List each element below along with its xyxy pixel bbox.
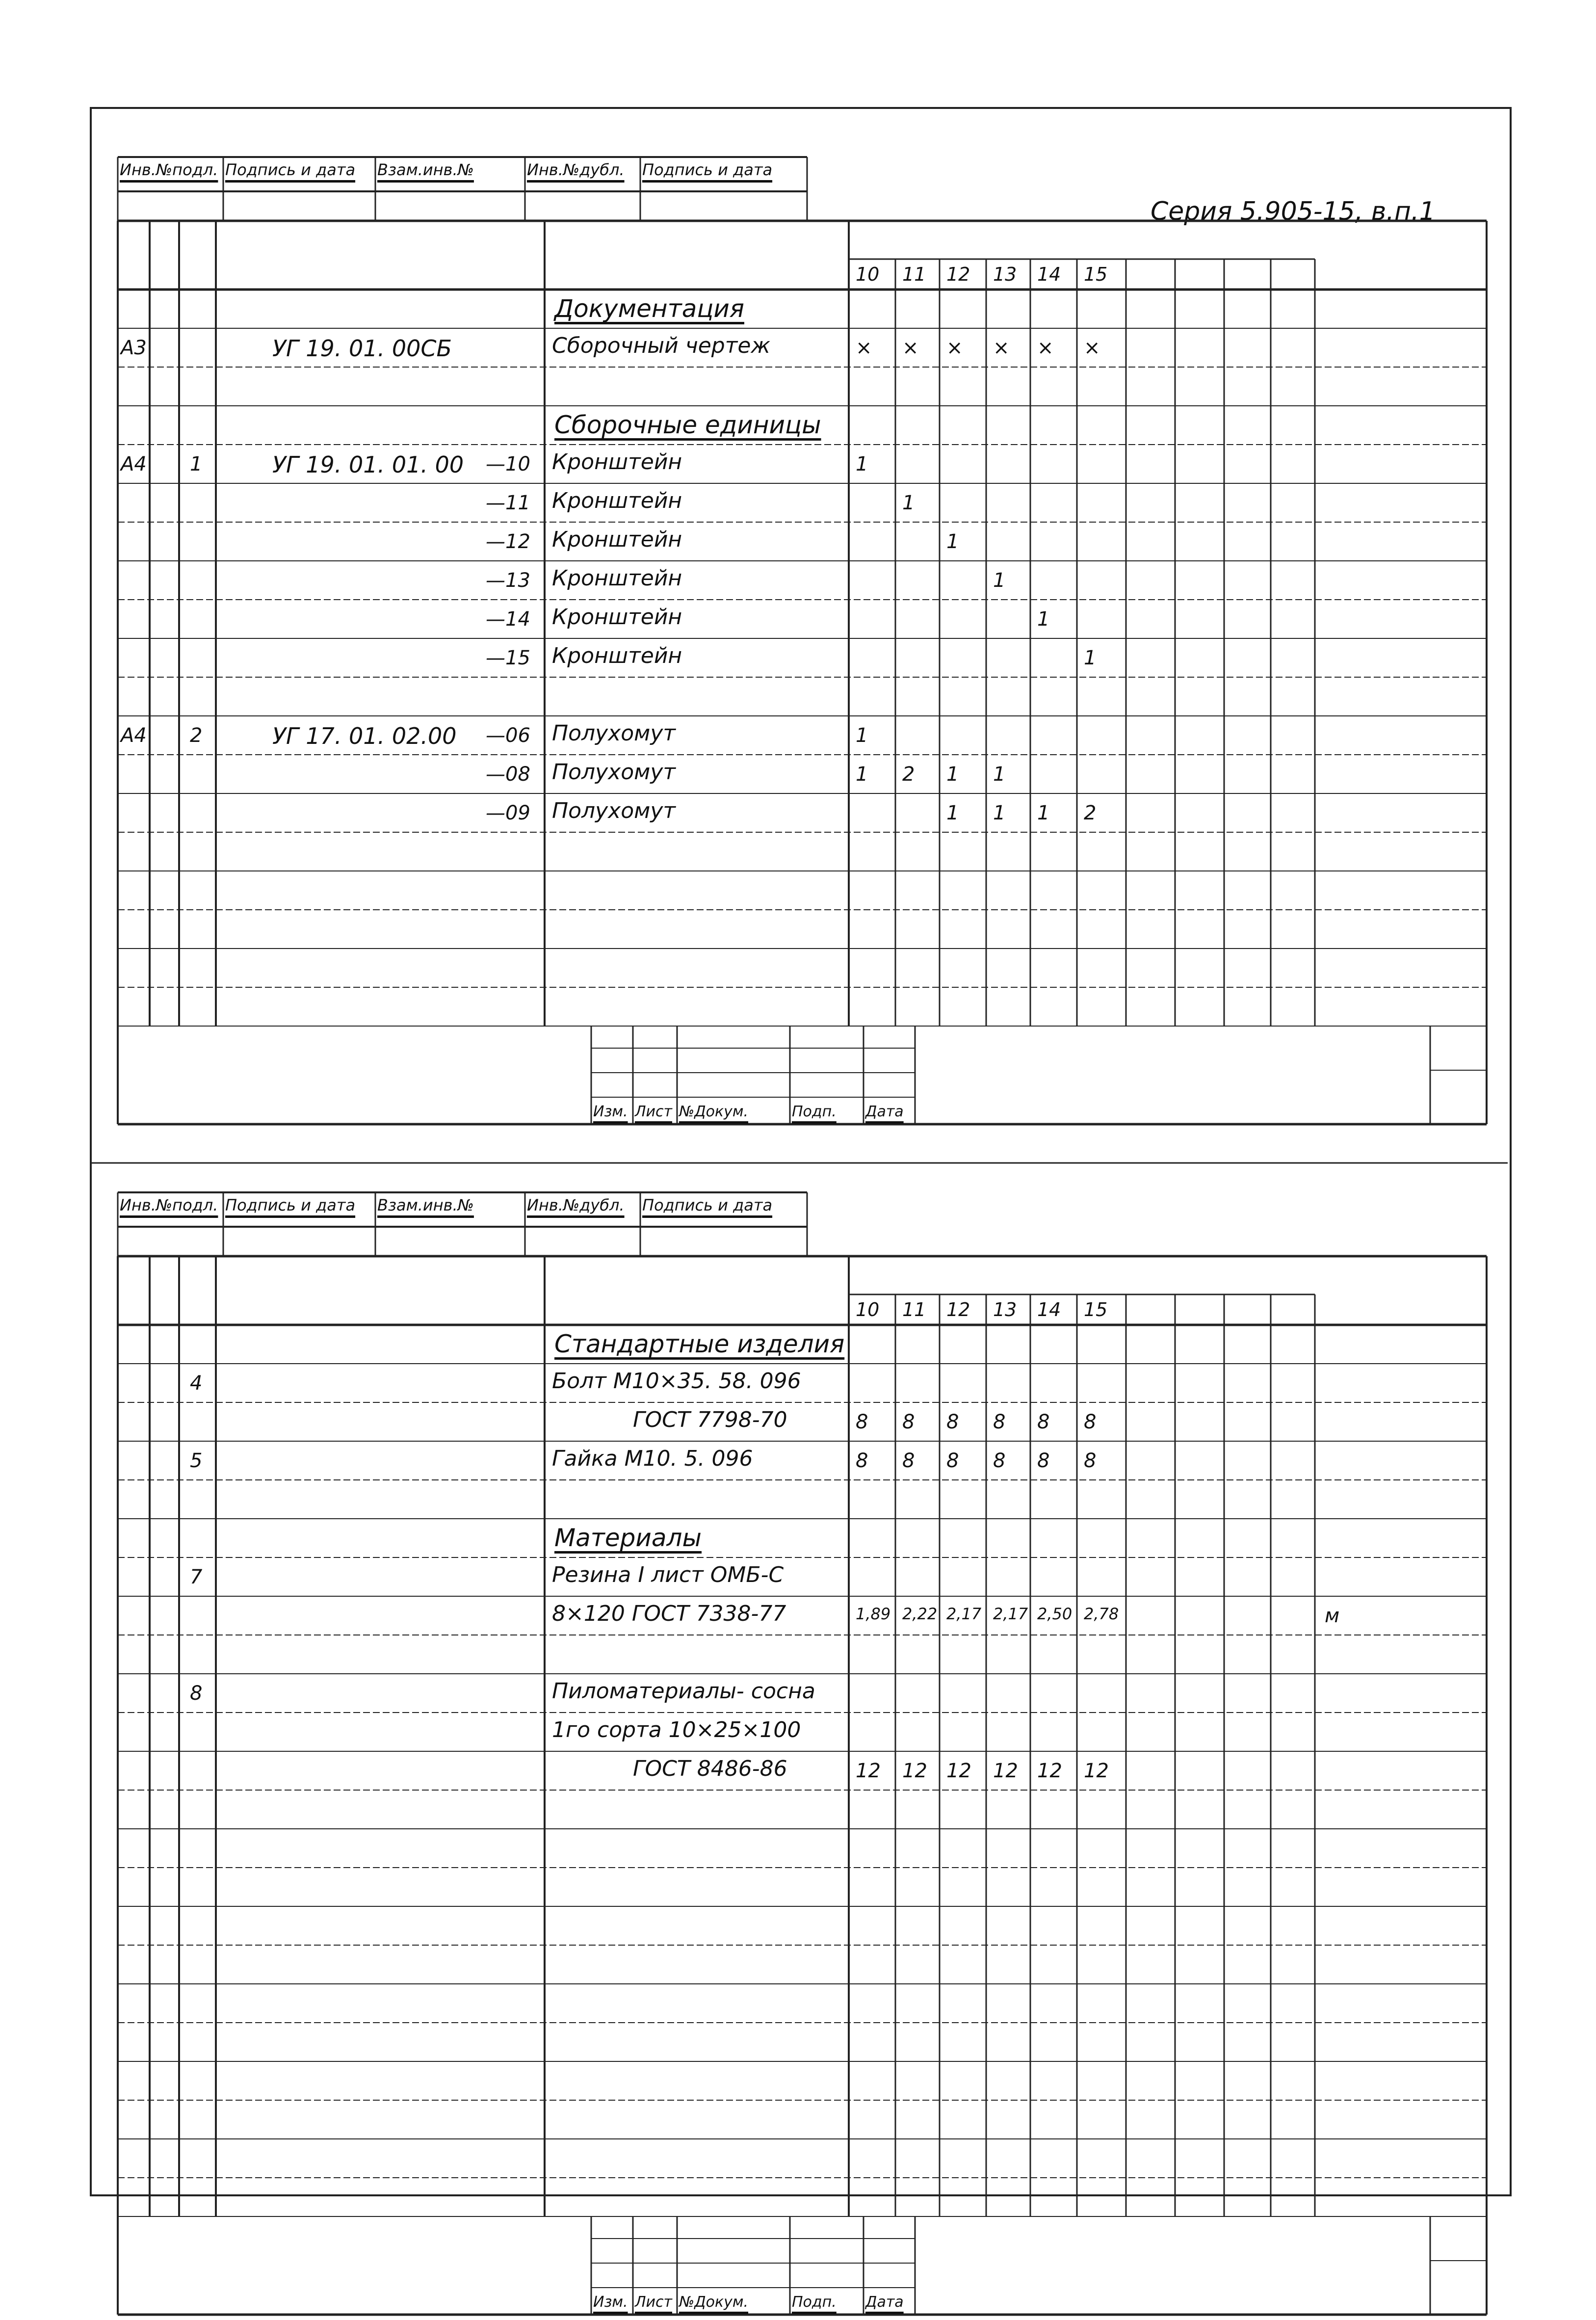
row-name: Пиломатериалы- сосна xyxy=(552,1679,815,1704)
qty-cell: 8 xyxy=(1037,1450,1050,1472)
qty-cell: 1 xyxy=(902,492,915,514)
qty-cell: 8 xyxy=(946,1411,959,1433)
qty-cell: 8 xyxy=(1084,1411,1097,1433)
stamp-label: №Докум. xyxy=(679,2294,749,2311)
section-heading: Материалы xyxy=(554,1524,702,1552)
qty-cell: 2 xyxy=(1084,802,1097,824)
variant-number: 14 xyxy=(1037,1299,1061,1320)
row-name: Полухомут xyxy=(552,721,676,746)
row-name: Полухомут xyxy=(552,798,676,823)
row-designation: УГ 19. 01. 01. 00 xyxy=(272,451,464,478)
row-position: 5 xyxy=(190,1450,203,1472)
qty-cell: 1 xyxy=(1037,802,1050,824)
strip-label: Подпись и дата xyxy=(642,1196,773,1214)
qty-cell: 2,17 xyxy=(946,1605,982,1623)
strip-label: Инв.№дубл. xyxy=(527,1196,625,1214)
strip-label: Инв.№подл. xyxy=(120,160,218,179)
qty-cell: 2,78 xyxy=(1084,1605,1119,1623)
variant-number: 11 xyxy=(902,1299,926,1320)
variant-number: 12 xyxy=(946,1299,970,1320)
strip-label: Подпись и дата xyxy=(642,160,773,179)
stamp-label: Подп. xyxy=(792,2294,837,2311)
qty-cell: 12 xyxy=(1037,1760,1062,1782)
stamp-label: Изм. xyxy=(593,1103,628,1120)
row-name: Кронштейн xyxy=(552,566,682,591)
qty-cell: 8 xyxy=(902,1450,915,1472)
row-note: м xyxy=(1325,1605,1340,1627)
variant-number: 10 xyxy=(856,264,880,285)
qty-cell: 8 xyxy=(856,1450,868,1472)
qty-cell: 8 xyxy=(1037,1411,1050,1433)
qty-cell: 1 xyxy=(1037,608,1050,631)
row-name: ГОСТ 7798-70 xyxy=(633,1407,787,1432)
row-suffix: —12 xyxy=(486,530,530,553)
qty-cell: 1 xyxy=(946,802,959,824)
qty-cell: 1 xyxy=(993,763,1006,786)
row-suffix: —11 xyxy=(486,492,530,514)
qty-cell: 1,89 xyxy=(856,1605,891,1623)
qty-cell: 8 xyxy=(993,1450,1006,1472)
row-format: А4 xyxy=(121,453,147,475)
strip-label: Взам.инв.№ xyxy=(377,160,474,179)
qty-cell: 2,22 xyxy=(902,1605,938,1623)
row-format: А3 xyxy=(121,337,147,359)
row-suffix: —13 xyxy=(486,569,530,592)
row-position: 7 xyxy=(190,1566,203,1588)
qty-cell: 8 xyxy=(856,1411,868,1433)
qty-cell: 8 xyxy=(993,1411,1006,1433)
qty-cell: 8 xyxy=(946,1450,959,1472)
qty-cell: × xyxy=(1037,337,1054,359)
row-name: Кронштейн xyxy=(552,527,682,552)
stamp-label: Дата xyxy=(865,2294,904,2311)
row-name: Гайка М10. 5. 096 xyxy=(552,1446,753,1471)
qty-cell: 1 xyxy=(1084,647,1097,669)
stamp-label: Дата xyxy=(865,1103,904,1120)
section-heading: Стандартные изделия xyxy=(554,1330,845,1358)
strip-label: Инв.№дубл. xyxy=(527,160,625,179)
strip-label: Подпись и дата xyxy=(225,1196,356,1214)
qty-cell: 1 xyxy=(946,763,959,786)
row-designation: УГ 19. 01. 00СБ xyxy=(272,335,452,362)
row-name: Болт М10×35. 58. 096 xyxy=(552,1369,801,1394)
row-suffix: —10 xyxy=(486,453,530,475)
strip-label: Взам.инв.№ xyxy=(377,1196,474,1214)
row-name: Кронштейн xyxy=(552,643,682,668)
row-name: Кронштейн xyxy=(552,488,682,513)
qty-cell: 1 xyxy=(993,569,1006,592)
qty-cell: 8 xyxy=(1084,1450,1097,1472)
qty-cell: × xyxy=(946,337,963,359)
row-suffix: —14 xyxy=(486,608,530,631)
variant-number: 11 xyxy=(902,264,926,285)
qty-cell: × xyxy=(1084,337,1100,359)
row-suffix: —15 xyxy=(486,647,530,669)
stamp-label: Лист xyxy=(635,2294,673,2311)
stamp-label: Подп. xyxy=(792,1103,837,1120)
qty-cell: 1 xyxy=(993,802,1006,824)
section-heading: Документация xyxy=(554,294,744,323)
row-name: 1го сорта 10×25×100 xyxy=(552,1717,801,1742)
strip-label: Инв.№подл. xyxy=(120,1196,218,1214)
row-position: 4 xyxy=(190,1372,203,1395)
qty-cell: 12 xyxy=(856,1760,881,1782)
qty-cell: × xyxy=(902,337,919,359)
row-position: 8 xyxy=(190,1682,203,1705)
row-suffix: —06 xyxy=(486,724,530,747)
qty-cell: 12 xyxy=(993,1760,1018,1782)
variant-number: 10 xyxy=(856,1299,880,1320)
variant-number: 15 xyxy=(1084,264,1108,285)
qty-cell: 1 xyxy=(856,724,868,747)
variant-number: 13 xyxy=(993,264,1017,285)
series-note: Серия 5.905-15, в.п.1 xyxy=(1151,197,1436,226)
row-designation: УГ 17. 01. 02.00 xyxy=(272,723,457,749)
row-name: ГОСТ 8486-86 xyxy=(633,1756,787,1781)
qty-cell: 2,17 xyxy=(993,1605,1028,1623)
qty-cell: 1 xyxy=(856,763,868,786)
qty-cell: 1 xyxy=(856,453,868,475)
variant-number: 14 xyxy=(1037,264,1061,285)
row-suffix: —09 xyxy=(486,802,530,824)
qty-cell: 2,50 xyxy=(1037,1605,1073,1623)
qty-cell: 1 xyxy=(946,530,959,553)
row-name: Сборочный чертеж xyxy=(552,333,771,358)
qty-cell: × xyxy=(856,337,872,359)
qty-cell: 2 xyxy=(902,763,915,786)
qty-cell: × xyxy=(993,337,1010,359)
stamp-label: №Докум. xyxy=(679,1103,749,1120)
section-heading: Сборочные единицы xyxy=(554,411,821,439)
row-name: Кронштейн xyxy=(552,605,682,630)
strip-label: Подпись и дата xyxy=(225,160,356,179)
stamp-label: Изм. xyxy=(593,2294,628,2311)
row-format: А4 xyxy=(121,724,147,747)
variant-number: 12 xyxy=(946,264,970,285)
stamp-label: Лист xyxy=(635,1103,673,1120)
qty-cell: 12 xyxy=(1084,1760,1109,1782)
row-name: Полухомут xyxy=(552,760,676,785)
row-name: 8×120 ГОСТ 7338-77 xyxy=(552,1601,786,1626)
row-position: 2 xyxy=(190,724,203,747)
qty-cell: 12 xyxy=(902,1760,927,1782)
variant-number: 15 xyxy=(1084,1299,1108,1320)
qty-cell: 12 xyxy=(946,1760,971,1782)
row-name: Резина I лист ОМБ-С xyxy=(552,1562,784,1587)
variant-number: 13 xyxy=(993,1299,1017,1320)
row-suffix: —08 xyxy=(486,763,530,786)
row-position: 1 xyxy=(190,453,203,475)
row-name: Кронштейн xyxy=(552,449,682,475)
qty-cell: 8 xyxy=(902,1411,915,1433)
